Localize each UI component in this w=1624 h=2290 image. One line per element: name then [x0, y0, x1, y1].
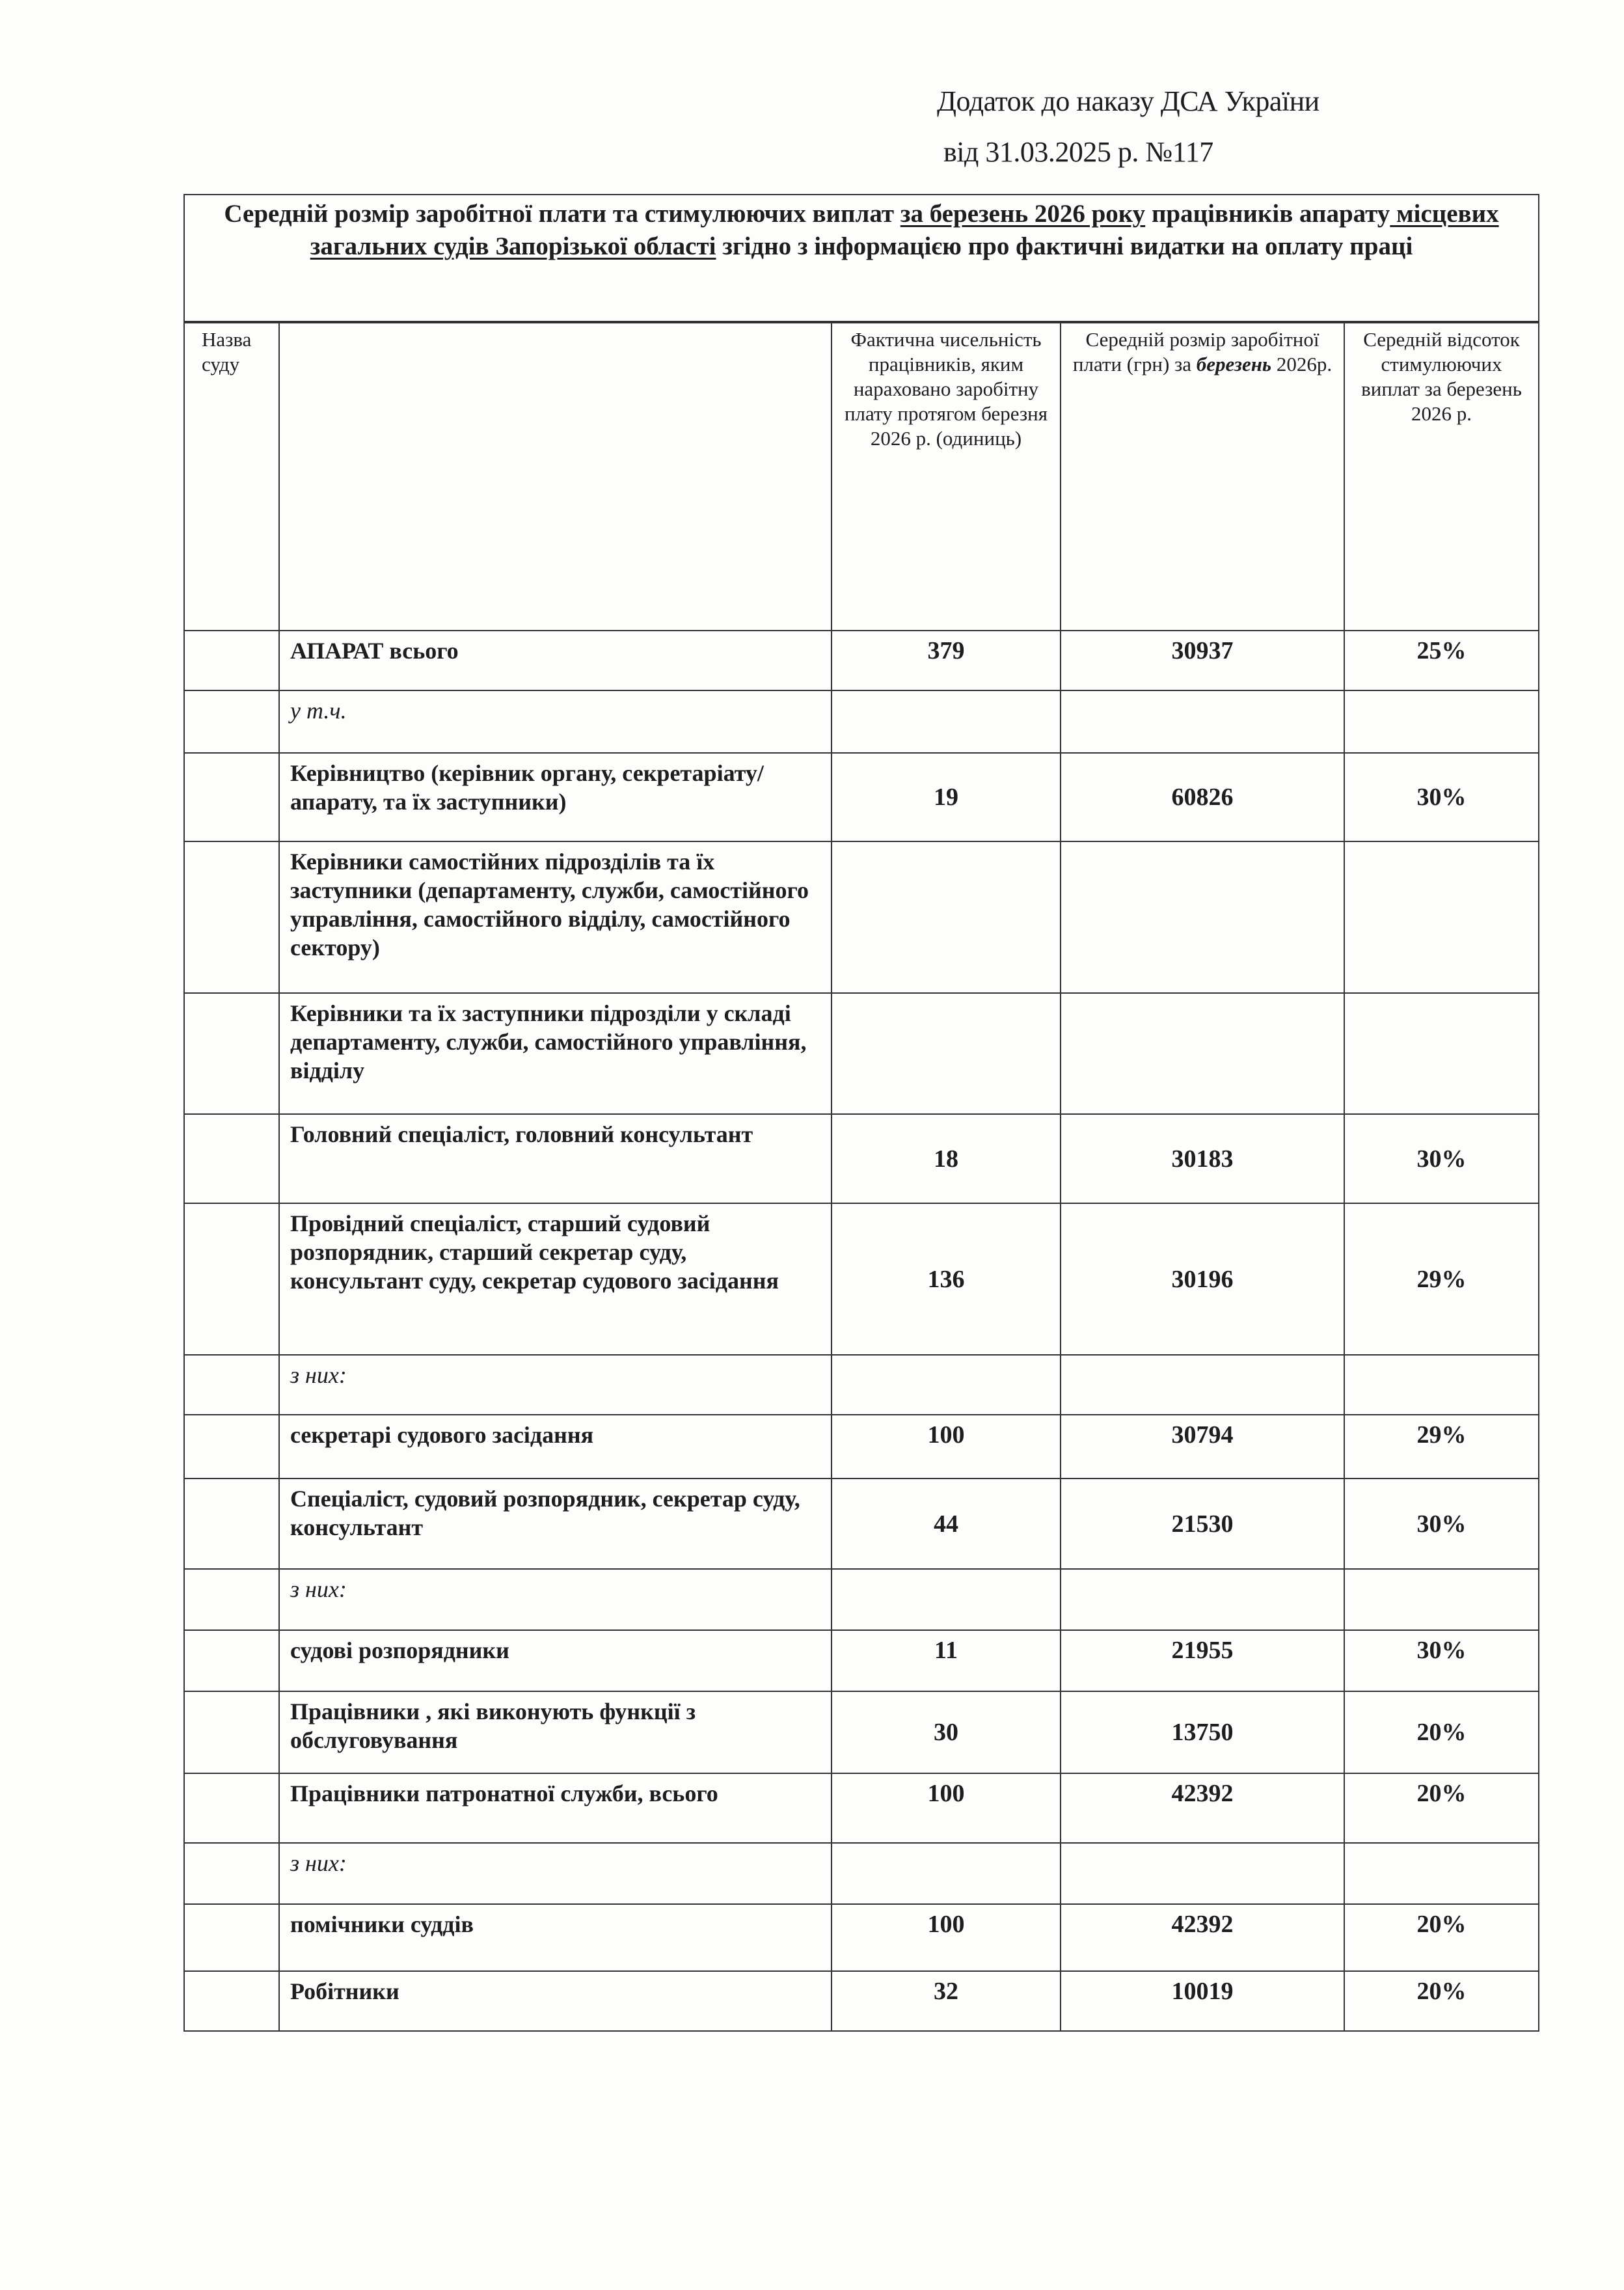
avg-salary-cell: 13750	[1061, 1691, 1344, 1773]
table-row	[184, 631, 1539, 690]
avg-salary-cell: 10019	[1061, 1971, 1344, 2031]
avg-bonus-cell: 30%	[1344, 753, 1539, 841]
headcount-cell	[832, 1569, 1061, 1630]
avg-bonus-cell	[1344, 690, 1539, 753]
headcount-cell: 11	[832, 1630, 1061, 1691]
header-court-name: Назва суду	[184, 323, 279, 631]
avg-salary-cell: 42392	[1061, 1904, 1344, 1971]
header-avg-salary-prefix: Середній розмір заробітної плати (грн) за	[1072, 328, 1320, 375]
avg-bonus-cell	[1344, 841, 1539, 993]
category-label: Керівники та їх заступники підрозділи у складі департаменту, служби, самостійного управління, відділу	[279, 993, 832, 1114]
category-label: Працівники , які виконують функції з обслуговування	[279, 1691, 832, 1773]
headcount-cell: 100	[832, 1773, 1061, 1843]
table-row	[184, 1569, 1539, 1630]
headcount-cell	[832, 690, 1061, 753]
avg-salary-cell: 42392	[1061, 1773, 1344, 1843]
category-label: з них:	[279, 1355, 832, 1415]
category-label: Керівництво (керівник органу, секретаріату/апарату, та їх заступники)	[279, 753, 832, 841]
headcount-cell: 379	[832, 631, 1061, 690]
avg-bonus-cell	[1344, 993, 1539, 1114]
title-courts: місцевих загальних судів Запорізької області	[310, 200, 1499, 260]
headcount-cell: 32	[832, 1971, 1061, 2031]
avg-bonus-cell	[1344, 1569, 1539, 1630]
court-name-cell	[184, 993, 279, 1114]
headcount-cell: 19	[832, 753, 1061, 841]
table-row	[184, 1203, 1539, 1355]
category-label: з них:	[279, 1569, 832, 1630]
court-name-cell	[184, 1971, 279, 2031]
category-label: Спеціаліст, судовий розпорядник, секретар суду, консультант	[279, 1479, 832, 1569]
avg-bonus-cell: 29%	[1344, 1415, 1539, 1479]
avg-salary-cell: 21530	[1061, 1479, 1344, 1569]
table-row	[184, 1355, 1539, 1415]
category-label: помічники суддів	[279, 1904, 832, 1971]
category-label: Працівники патронатної служби, всього	[279, 1773, 832, 1843]
court-name-cell	[184, 690, 279, 753]
category-label: АПАРАТ всього	[279, 631, 832, 690]
court-name-cell	[184, 1114, 279, 1203]
headcount-cell: 136	[832, 1203, 1061, 1355]
avg-bonus-cell: 20%	[1344, 1773, 1539, 1843]
header-avg-salary-month: березень	[1196, 353, 1272, 375]
annex-line-order: Додаток до наказу ДСА України	[937, 85, 1320, 117]
headcount-cell: 30	[832, 1691, 1061, 1773]
category-label: Головний спеціаліст, головний консультант	[279, 1114, 832, 1203]
salary-table	[183, 322, 1539, 2032]
document-title	[183, 194, 1539, 322]
title-part: працівників апарату	[1145, 200, 1390, 228]
table-row	[184, 1773, 1539, 1843]
table-row	[184, 1843, 1539, 1904]
table-row	[184, 1630, 1539, 1691]
court-name-cell	[184, 1773, 279, 1843]
table-row	[184, 841, 1539, 993]
category-label: Керівники самостійних підрозділів та їх заступники (департаменту, служби, самостійного управління, самостійного відділу, самостійного сектору)	[279, 841, 832, 993]
court-name-cell	[184, 1415, 279, 1479]
headcount-cell: 100	[832, 1415, 1061, 1479]
annex-line-date: від 31.03.2025 р. №117	[943, 136, 1213, 168]
avg-salary-cell	[1061, 1843, 1344, 1904]
avg-bonus-cell: 20%	[1344, 1971, 1539, 2031]
table-row	[184, 690, 1539, 753]
title-part: згідно з інформацією про фактичні видатки на оплату праці	[716, 232, 1413, 260]
category-label: Робітники	[279, 1971, 832, 2031]
court-name-cell	[184, 1630, 279, 1691]
category-label: Провідний спеціаліст, старший судовий розпорядник, старший секретар суду, консультант суду, секретар судового засідання	[279, 1203, 832, 1355]
title-part: Середній розмір заробітної плати та стимулюючих виплат	[224, 200, 900, 228]
court-name-cell	[184, 1203, 279, 1355]
court-name-cell	[184, 631, 279, 690]
table-row	[184, 753, 1539, 841]
header-avg-salary-suffix: 2026р.	[1271, 353, 1333, 375]
avg-bonus-cell: 20%	[1344, 1904, 1539, 1971]
court-name-cell	[184, 1479, 279, 1569]
avg-bonus-cell: 30%	[1344, 1630, 1539, 1691]
headcount-cell	[832, 993, 1061, 1114]
avg-bonus-cell: 30%	[1344, 1479, 1539, 1569]
avg-salary-cell: 21955	[1061, 1630, 1344, 1691]
avg-salary-cell: 30196	[1061, 1203, 1344, 1355]
avg-salary-cell	[1061, 993, 1344, 1114]
title-period: за березень 2026 року	[900, 200, 1146, 228]
avg-bonus-cell: 30%	[1344, 1114, 1539, 1203]
avg-salary-cell: 60826	[1061, 753, 1344, 841]
table-row	[184, 993, 1539, 1114]
avg-bonus-cell	[1344, 1843, 1539, 1904]
court-name-cell	[184, 1691, 279, 1773]
avg-salary-cell	[1061, 841, 1344, 993]
headcount-cell: 100	[832, 1904, 1061, 1971]
avg-salary-cell	[1061, 1355, 1344, 1415]
court-name-cell	[184, 1569, 279, 1630]
headcount-cell: 18	[832, 1114, 1061, 1203]
avg-salary-cell: 30183	[1061, 1114, 1344, 1203]
court-name-cell	[184, 1355, 279, 1415]
header-headcount: Фактична чисельність працівників, яким нараховано заробітну плату протягом березня 2026 р. (одиниць)	[832, 323, 1061, 631]
table-row	[184, 1479, 1539, 1569]
category-label: судові розпорядники	[279, 1630, 832, 1691]
headcount-cell	[832, 841, 1061, 993]
avg-bonus-cell: 25%	[1344, 631, 1539, 690]
avg-bonus-cell: 29%	[1344, 1203, 1539, 1355]
headcount-cell	[832, 1843, 1061, 1904]
table-row	[184, 1691, 1539, 1773]
avg-bonus-cell	[1344, 1355, 1539, 1415]
header-avg-bonus: Середній відсоток стимулюючих виплат за березень 2026 р.	[1344, 323, 1539, 631]
table-row	[184, 1114, 1539, 1203]
headcount-cell	[832, 1355, 1061, 1415]
avg-salary-cell	[1061, 1569, 1344, 1630]
table-row	[184, 1904, 1539, 1971]
category-label: у т.ч.	[279, 690, 832, 753]
court-name-cell	[184, 1843, 279, 1904]
court-name-cell	[184, 753, 279, 841]
court-name-cell	[184, 841, 279, 993]
table-row	[184, 1415, 1539, 1479]
table-row	[184, 1971, 1539, 2031]
avg-salary-cell: 30937	[1061, 631, 1344, 690]
court-name-cell	[184, 1904, 279, 1971]
avg-bonus-cell: 20%	[1344, 1691, 1539, 1773]
header-avg-salary	[1061, 323, 1344, 631]
header-category	[279, 323, 832, 631]
category-label: секретарі судового засідання	[279, 1415, 832, 1479]
avg-salary-cell: 30794	[1061, 1415, 1344, 1479]
headcount-cell: 44	[832, 1479, 1061, 1569]
table-header-row	[184, 323, 1539, 631]
avg-salary-cell	[1061, 690, 1344, 753]
category-label: з них:	[279, 1843, 832, 1904]
